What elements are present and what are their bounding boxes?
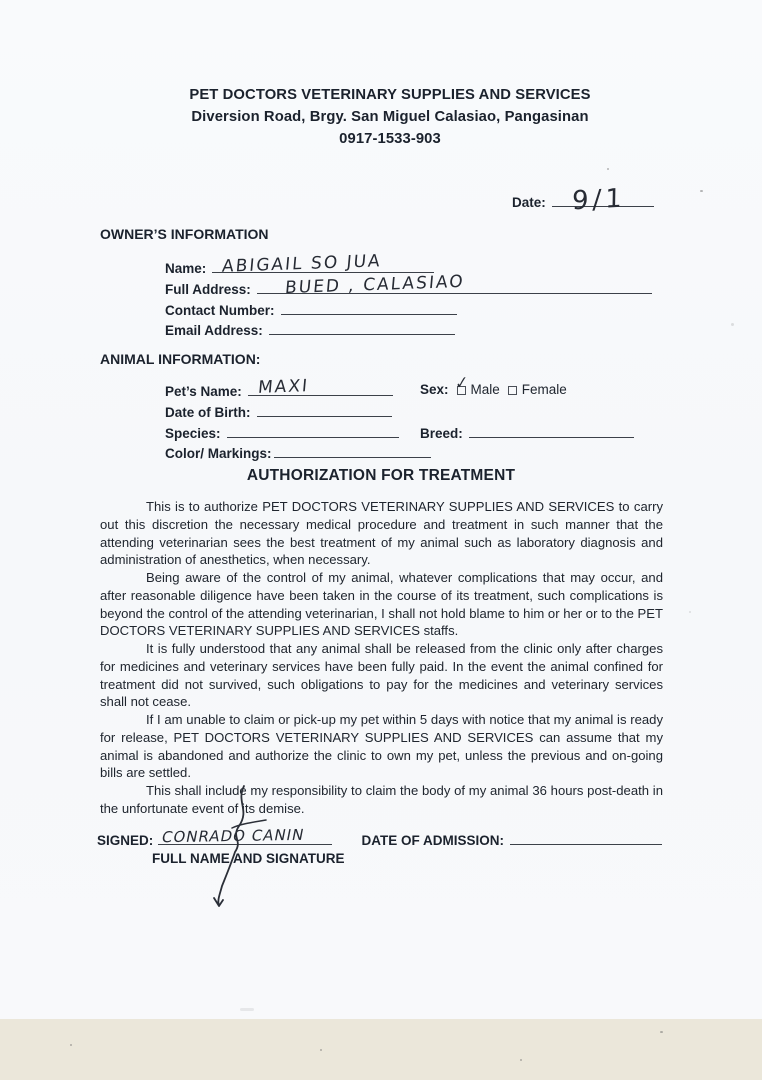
pets-name-handwritten: MAXI: [256, 376, 310, 398]
color-markings-line: [274, 443, 431, 458]
owner-name-line: [212, 251, 434, 277]
owner-address-line: [257, 271, 652, 298]
breed-field: [420, 423, 634, 441]
owner-section-title: OWNER’S INFORMATION: [100, 226, 269, 242]
animal-fields: [165, 371, 685, 464]
animal-section-title: ANIMAL INFORMATION:: [100, 351, 261, 367]
species-label: Species:: [165, 425, 221, 441]
date-handwritten-value: 9/1: [571, 183, 626, 217]
clinic-header: [60, 84, 720, 150]
date-of-birth-line: [257, 402, 392, 417]
signature-area: [97, 825, 662, 866]
owner-email-label: Email Address:: [165, 323, 263, 339]
owner-contact-label: Contact Number:: [165, 302, 275, 318]
date-of-admission-line: [510, 830, 662, 845]
scan-speck: [607, 168, 609, 170]
signature-caption: FULL NAME AND SIGNATURE: [152, 851, 345, 866]
owner-contact-line: [281, 300, 457, 315]
authorization-title: AUTHORIZATION FOR TREATMENT: [246, 467, 516, 484]
clinic-name: PET DOCTORS VETERINARY SUPPLIES AND SERVICES: [189, 87, 591, 103]
owner-name-handwritten: ABIGAIL SO JUA: [221, 251, 383, 277]
date-line: [552, 183, 654, 217]
signature-handwritten: CONRADO CANIN: [160, 825, 307, 847]
authorization-body: [100, 498, 663, 818]
date-of-birth-row: [165, 402, 685, 423]
signed-row: [97, 825, 662, 848]
scan-speck: [689, 611, 691, 613]
pets-name-row: [165, 371, 685, 402]
owner-address-handwritten: BUED , CALASIAO: [283, 271, 466, 298]
scan-speck: [70, 1044, 72, 1046]
owner-contact-row: [165, 300, 685, 321]
breed-label: Breed:: [420, 425, 463, 441]
breed-line: [469, 423, 634, 438]
clinic-address: Diversion Road, Brgy. San Miguel Calasiao, Pangasinan: [191, 109, 589, 125]
pets-name-label: Pet’s Name:: [165, 384, 242, 399]
date-of-admission-field: [362, 830, 663, 848]
scan-speck: [700, 190, 703, 192]
sex-option-female: Female: [521, 382, 567, 397]
owner-address-row: [165, 271, 685, 300]
color-markings-row: [165, 443, 685, 464]
color-markings-label: Color/ Markings:: [165, 446, 272, 462]
scanner-background: [0, 1019, 762, 1080]
scan-speck: [660, 1031, 663, 1033]
owner-email-row: [165, 320, 685, 341]
scan-smudge: [240, 1008, 254, 1011]
date-of-birth-label: Date of Birth:: [165, 404, 251, 420]
sex-field: [420, 371, 567, 399]
date-field: [512, 183, 654, 217]
authorization-paragraph: It is fully understood that any animal shall be released from the clinic only after charges for medicines and veterinary services have been fully paid. In the event the animal confined for treatment did not survived, such obligations to pay for the medicines and veterinary services shall not cease.: [100, 641, 663, 710]
female-checkbox: [508, 386, 517, 395]
clinic-phone: 0917-1533-903: [339, 131, 441, 147]
sex-label: Sex:: [420, 382, 449, 397]
scan-speck: [731, 323, 734, 326]
species-row: [165, 423, 685, 444]
scan-speck: [320, 1049, 322, 1051]
authorization-paragraph: If I am unable to claim or pick-up my pet within 5 days with notice that my animal is ready for release, PET DOCTORS VETERINARY SUPPLIES AND SERVICES can assume that my animal is abandoned and authorize the clinic to own my pet, unless the previous and on-going bills are settled.: [100, 712, 663, 781]
authorization-paragraph: This is to authorize PET DOCTORS VETERINARY SUPPLIES AND SERVICES to carry out this discretion the necessary medical procedure and treatment in such manner that the attending veterinarian sees the best treatment of my animal such as laboratory diagnosis and administration of anesthetics, when necessary.: [100, 499, 663, 568]
scan-speck: [520, 1059, 522, 1061]
authorization-paragraph: Being aware of the control of my animal, whatever complications that may occur, and after reasonable diligence have been taken in the course of its treatment, such complications is beyond the control of the attending veterinarian, I shall not hold blame to him or her or to the PET DOCTORS VETERINARY SUPPLIES AND SERVICES staffs.: [100, 570, 663, 639]
owner-email-line: [269, 320, 455, 335]
date-of-admission-label: DATE OF ADMISSION:: [361, 833, 504, 848]
owner-name-label: Name:: [165, 261, 207, 276]
male-checkbox-wrap: [449, 371, 471, 399]
owner-address-label: Full Address:: [165, 281, 251, 297]
owner-fields: [165, 251, 685, 341]
signed-line: [158, 825, 331, 847]
species-line: [227, 423, 399, 438]
signed-label: SIGNED:: [97, 833, 154, 848]
date-label: Date:: [512, 195, 546, 210]
pets-name-line: [248, 376, 393, 398]
sex-option-male: Male: [470, 382, 500, 397]
male-checkbox-checkmark: ✓: [454, 371, 469, 394]
authorization-paragraph: This shall include my responsibility to claim the body of my animal 36 hours post-death in the unfortunate event of its demise.: [100, 783, 663, 816]
